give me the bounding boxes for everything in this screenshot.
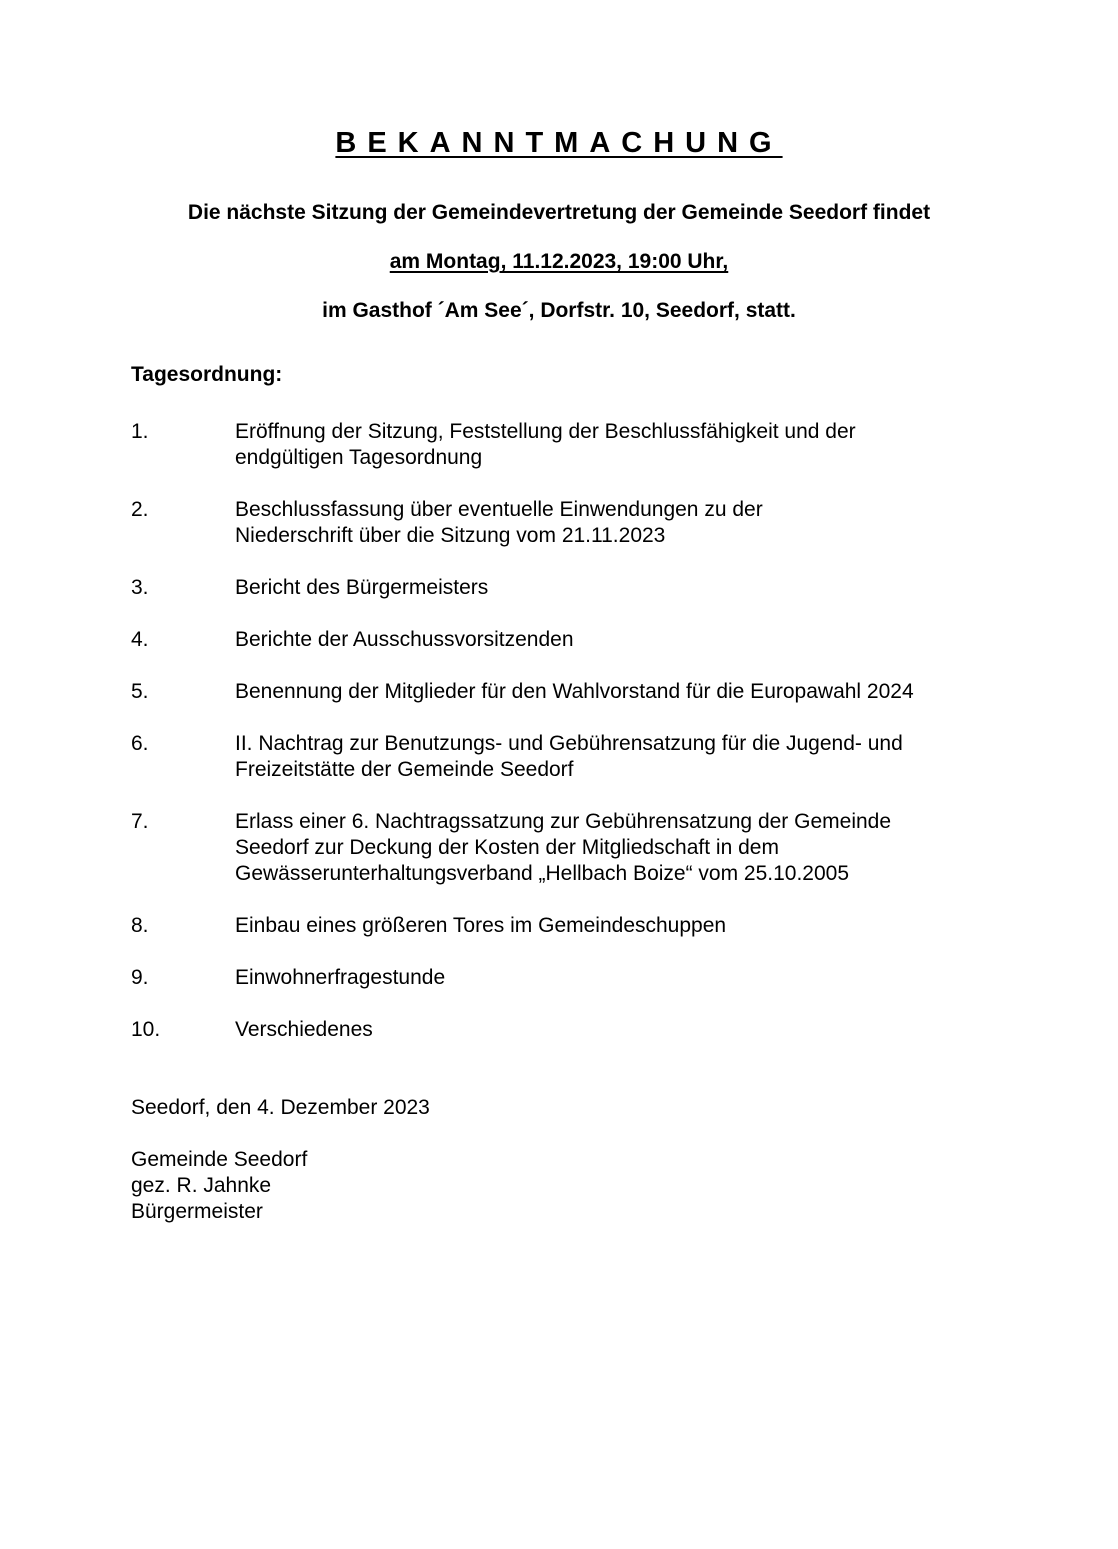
agenda-item-number: 9. [131,966,149,989]
agenda-heading: Tagesordnung: [131,363,283,386]
agenda-item-line: Niederschrift über die Sitzung vom 21.11.2023 [235,524,666,547]
agenda-item-text [235,627,1031,653]
agenda-item [131,809,1031,887]
agenda-item-text [235,731,1031,783]
agenda-item [131,679,1031,705]
agenda-item-line: Freizeitstätte der Gemeinde Seedorf [235,758,574,781]
agenda-item-line: Erlass einer 6. Nachtragssatzung zur Gebührensatzung der Gemeinde [235,810,892,833]
agenda-item-line: II. Nachtrag zur Benutzungs- und Gebührensatzung für die Jugend- und [235,732,903,755]
agenda-item [131,965,1031,991]
agenda-item-line: Einwohnerfragestunde [235,966,446,989]
place-date-text: Seedorf, den 4. Dezember 2023 [131,1096,430,1119]
agenda-item-number: 3. [131,576,149,599]
agenda-item-line: Verschiedenes [235,1018,373,1041]
agenda-item-number: 8. [131,914,149,937]
agenda-item-line: endgültigen Tagesordnung [235,446,483,469]
agenda-item-text [235,809,1031,887]
agenda-item-line: Beschlussfassung über eventuelle Einwendungen zu der [235,498,763,521]
agenda-item-number: 1. [131,420,149,443]
agenda-item-line: Berichte der Ausschussvorsitzenden [235,628,574,651]
intro-line-1: Die nächste Sitzung der Gemeindevertretung der Gemeinde Seedorf findet [187,201,931,224]
signature-block [131,1147,307,1225]
agenda-item-text [235,497,1031,549]
agenda-item [131,731,1031,783]
agenda-item [131,913,1031,939]
agenda-item [131,627,1031,653]
agenda-list [131,419,1031,1069]
agenda-item-number: 2. [131,498,149,521]
agenda-item-number: 6. [131,732,149,755]
signature-signed-by: gez. R. Jahnke [131,1174,272,1197]
agenda-item-line: Eröffnung der Sitzung, Feststellung der Beschlussfähigkeit und der [235,420,856,443]
agenda-item-text [235,965,1031,991]
agenda-item-text [235,679,1031,705]
agenda-item-line: Benennung der Mitglieder für den Wahlvorstand für die Europawahl 2024 [235,680,914,703]
agenda-item-line: Seedorf zur Deckung der Kosten der Mitgliedschaft in dem [235,836,779,859]
meeting-date-line: am Montag, 11.12.2023, 19:00 Uhr, [389,250,729,273]
meeting-location-line: im Gasthof ´Am See´, Dorfstr. 10, Seedorf, statt. [322,299,796,322]
agenda-item-number: 4. [131,628,149,651]
signature-role: Bürgermeister [131,1200,263,1223]
agenda-item-text [235,419,1031,471]
place-date [131,1095,430,1121]
agenda-item [131,419,1031,471]
agenda-item-line: Bericht des Bürgermeisters [235,576,489,599]
agenda-item [131,1017,1031,1043]
agenda-item-text [235,575,1031,601]
agenda-item-number: 7. [131,810,149,833]
agenda-item [131,497,1031,549]
agenda-item-number: 5. [131,680,149,703]
agenda-item-line: Einbau eines größeren Tores im Gemeindeschuppen [235,914,727,937]
signature-organization: Gemeinde Seedorf [131,1148,308,1171]
agenda-item-number: 10. [131,1018,161,1041]
agenda-item-text [235,1017,1031,1043]
document-title: BEKANNTMACHUNG [335,127,783,159]
agenda-item [131,575,1031,601]
agenda-item-line: Gewässerunterhaltungsverband „Hellbach Boize“ vom 25.10.2005 [235,862,850,885]
agenda-item-text [235,913,1031,939]
